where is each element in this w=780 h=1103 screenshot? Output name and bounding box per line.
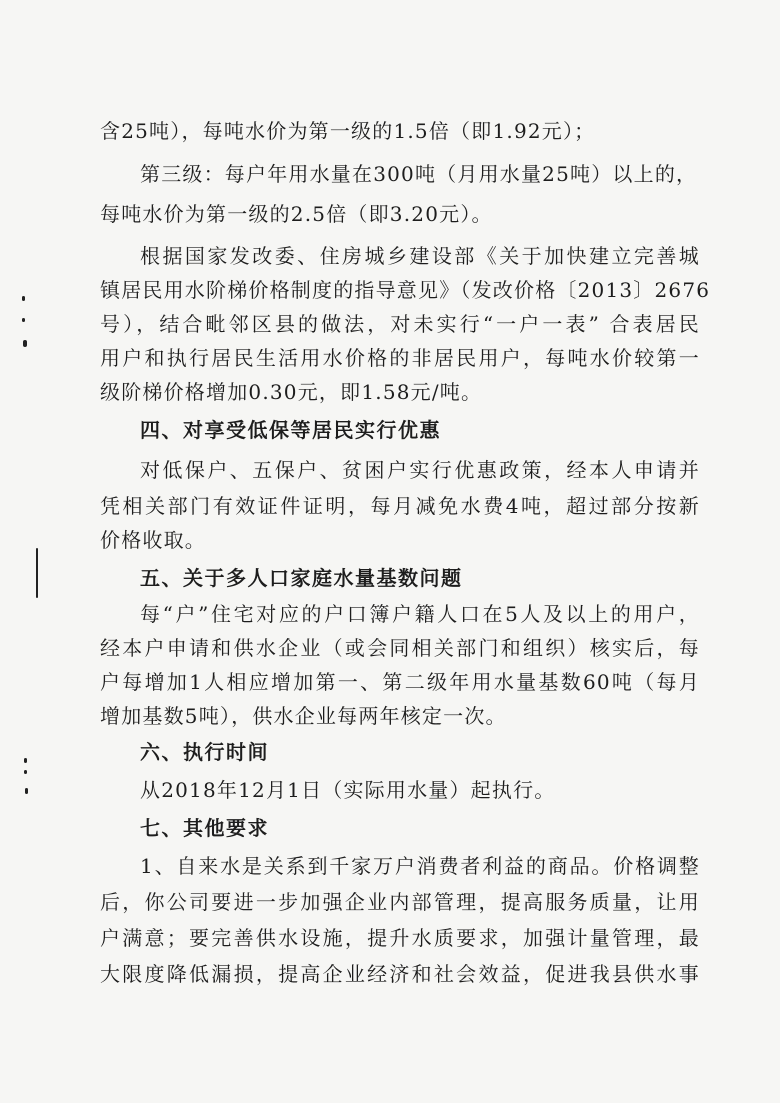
text-line: 镇居民用水阶梯价格制度的指导意见》（发改价格〔2013〕2676 [100, 278, 711, 302]
text-line: 从2018年12月1日（实际用水量）起执行。 [140, 778, 556, 802]
scan-mark [36, 548, 38, 598]
text-line: 每吨水价为第一级的2.5倍（即3.20元）。 [100, 202, 493, 226]
section-heading: 七、其他要求 [140, 816, 269, 840]
scan-mark [25, 788, 28, 794]
section-heading: 五、关于多人口家庭水量基数问题 [140, 566, 463, 590]
text-line: 后，你公司要进一步加强企业内部管理，提高服务质量，让用 [100, 890, 700, 914]
section-heading: 四、对享受低保等居民实行优惠 [140, 418, 441, 442]
text-line: 增加基数5吨），供水企业每两年核定一次。 [100, 704, 507, 728]
scan-mark [22, 318, 25, 322]
text-line: 凭相关部门有效证件证明，每月减免水费4吨，超过部分按新 [100, 494, 700, 518]
text-line: 级阶梯价格增加0.30元，即1.58元/吨。 [100, 380, 483, 404]
scan-mark [22, 296, 25, 301]
text-line: 对低保户、五保户、贫困户实行优惠政策，经本人申请并 [140, 458, 700, 482]
text-line: 含25吨），每吨水价为第一级的1.5倍（即1.92元）； [100, 119, 596, 143]
text-line: 价格收取。 [100, 528, 206, 552]
text-line: 每“户”住宅对应的户口簿户籍人口在5人及以上的用户， [140, 602, 700, 626]
text-line: 经本户申请和供水企业（或会同相关部门和组织）核实后，每 [100, 636, 700, 660]
text-line: 大限度降低漏损，提高企业经济和社会效益，促进我县供水事 [100, 962, 700, 986]
text-line: 第三级：每户年用水量在300吨（月用水量25吨）以上的， [140, 162, 698, 186]
text-line: 1、自来水是关系到千家万户消费者利益的商品。价格调整 [140, 854, 700, 878]
text-line: 户每增加1人相应增加第一、第二级年用水量基数60吨（每月 [100, 670, 700, 694]
text-line: 号），结合毗邻区县的做法，对未实行“一户一表” 合表居民 [100, 312, 700, 336]
text-line: 根据国家发改委、住房城乡建设部《关于加快建立完善城 [140, 244, 700, 268]
scan-mark [24, 758, 27, 763]
scan-mark [23, 340, 27, 347]
section-heading: 六、执行时间 [140, 740, 269, 764]
scan-mark [24, 770, 27, 774]
text-line: 用户和执行居民生活用水价格的非居民用户，每吨水价较第一 [100, 346, 700, 370]
text-line: 户满意；要完善供水设施，提升水质要求，加强计量管理，最 [100, 926, 700, 950]
